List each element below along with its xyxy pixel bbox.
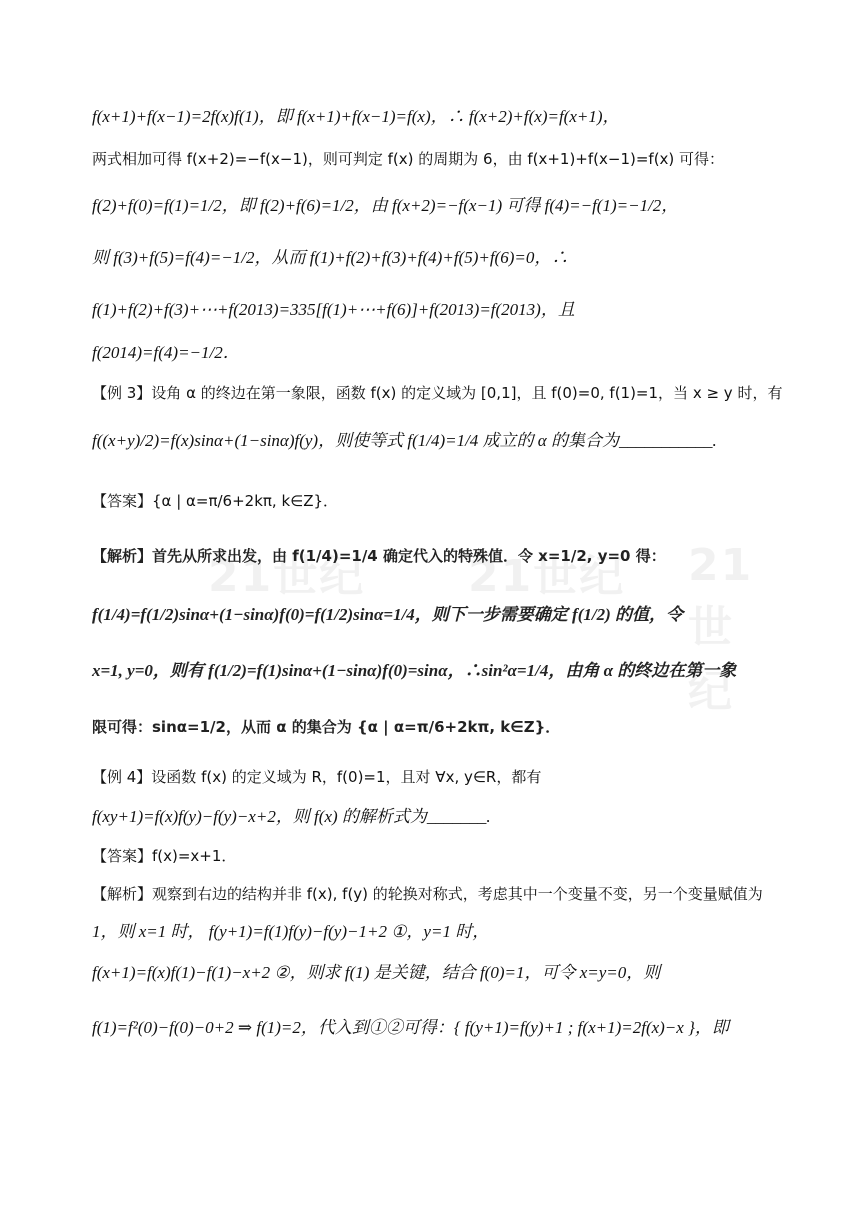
example-4-condition: f(xy+1)=f(x)f(y)−f(y)−x+2，则 f(x) 的解析式为_______. (92, 807, 491, 826)
example-3-condition: f((x+y)/2)=f(x)sinα+(1−sinα)f(y)，则使等式 f(1/4)=1/4 成立的 α 的集合为___________. (92, 431, 717, 450)
text-line-5: f(1)+f(2)+f(3)+⋯+f(2013)=335[f(1)+⋯+f(6)]+f(2013)=f(2013)，且 (92, 300, 575, 319)
example-3-solution-line-3: x=1, y=0，则有 f(1/2)=f(1)sinα+(1−sinα)f(0)=sinα，∴sin²α=1/4，由角 α 的终边在第一象 (92, 661, 737, 680)
example-3-heading: 【例 3】设角 α 的终边在第一象限，函数 f(x) 的定义域为 [0,1]，且 f(0)=0, f(1)=1，当 x ≥ y 时，有 (92, 384, 783, 402)
text-line-4: 则 f(3)+f(5)=f(4)=−1/2，从而 f(1)+f(2)+f(3)+f(4)+f(5)+f(6)=0，∴ (92, 248, 569, 267)
watermark-text: 21世纪 (468, 551, 626, 602)
watermark-text: 21世纪 (688, 540, 754, 717)
example-3-solution-line-1: 【解析】首先从所求出发，由 f(1/4)=1/4 确定代入的特殊值．令 x=1/2, y=0 得： (92, 547, 666, 565)
text-line-2: 两式相加可得 f(x+2)=−f(x−1)，则可判定 f(x) 的周期为 6，由 f(x+1)+f(x−1)=f(x) 可得： (92, 150, 725, 168)
text-line-1: f(x+1)+f(x−1)=2f(x)f(1)，即 f(x+1)+f(x−1)=f(x)，∴ f(x+2)+f(x)=f(x+1)， (92, 107, 620, 126)
example-3-solution-line-2: f(1/4)=f(1/2)sinα+(1−sinα)f(0)=f(1/2)sinα=1/4，则下一步需要确定 f(1/2) 的值，令 (92, 605, 683, 624)
example-3-solution-line-4: 限可得：sinα=1/2，从而 α 的集合为 {α | α=π/6+2kπ, k∈Z}． (92, 718, 561, 736)
watermark-text: 21世纪 (208, 551, 366, 602)
example-3-answer: 【答案】{α | α=π/6+2kπ, k∈Z}． (92, 492, 339, 510)
text-line-6: f(2014)=f(4)=−1/2． (92, 343, 240, 362)
text-line-3: f(2)+f(0)=f(1)=1/2，即 f(2)+f(6)=1/2，由 f(x+2)=−f(x−1) 可得 f(4)=−f(1)=−1/2， (92, 196, 679, 215)
example-4-solution-line-4: f(1)=f²(0)−f(0)−0+2 ⇒ f(1)=2，代入到①②可得：{ f(y+1)=f(y)+1 ; f(x+1)=2f(x)−x }，即 (92, 1018, 729, 1037)
example-4-solution-line-1: 【解析】观察到右边的结构并非 f(x), f(y) 的轮换对称式，考虑其中一个变量不变，另一个变量赋值为 (92, 885, 763, 903)
example-4-solution-line-3: f(x+1)=f(x)f(1)−f(1)−x+2 ②，则求 f(1) 是关键，结合 f(0)=1，可令 x=y=0，则 (92, 963, 661, 982)
example-4-heading: 【例 4】设函数 f(x) 的定义域为 R，f(0)=1，且对 ∀x, y∈R，都有 (92, 768, 542, 786)
example-4-answer: 【答案】f(x)=x+1． (92, 847, 237, 865)
example-4-solution-line-2: 1，则 x=1 时， f(y+1)=f(1)f(y)−f(y)−1+2 ①，y=1 时， (92, 922, 490, 941)
